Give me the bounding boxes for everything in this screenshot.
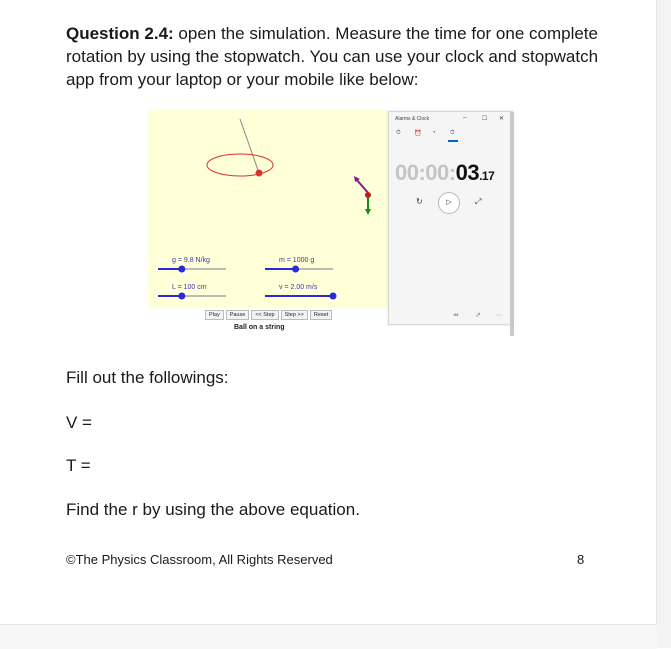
- alarm-tab-icon[interactable]: ⏰: [414, 131, 422, 137]
- page-separator: [0, 624, 657, 649]
- pendulum-string: [240, 119, 259, 173]
- clock-app-title: Alarms & Clock: [395, 116, 430, 122]
- minimize-icon[interactable]: –: [463, 115, 467, 121]
- copyright-footer: ©The Physics Classroom, All Rights Reserved: [66, 552, 333, 567]
- ball: [256, 170, 263, 177]
- play-icon[interactable]: ▷: [438, 192, 460, 214]
- more-icon[interactable]: ···: [495, 312, 502, 319]
- maximize-icon[interactable]: ☐: [482, 116, 488, 122]
- active-tab-indicator: [448, 140, 458, 142]
- timer-tab-icon[interactable]: ⏱: [396, 130, 401, 136]
- L-slider-knob[interactable]: [178, 293, 185, 300]
- share-icon[interactable]: ⇗: [475, 312, 481, 319]
- m-slider-knob[interactable]: [292, 266, 299, 273]
- play-button[interactable]: Play: [205, 310, 224, 320]
- g-label: g = 9.8 N/kg: [172, 257, 210, 264]
- scrollbar[interactable]: [656, 0, 671, 648]
- simulation-image: [148, 109, 388, 308]
- time-centiseconds: .17: [479, 169, 495, 183]
- simulation-caption: Ball on a string: [234, 324, 285, 331]
- page-number: 8: [577, 552, 585, 567]
- stopwatch-tab-icon[interactable]: ⏱: [450, 130, 455, 136]
- t-answer-line: T =: [66, 456, 91, 475]
- fill-out-heading: Fill out the followings:: [66, 368, 229, 387]
- L-label: L = 100 cm: [172, 284, 207, 291]
- clock-tab-icon[interactable]: ◔: [432, 130, 436, 136]
- stopwatch-time: [395, 160, 494, 186]
- m-label: m = 1000 g: [279, 257, 315, 264]
- pause-button[interactable]: Pause: [226, 310, 250, 320]
- time-seconds: 03: [455, 160, 480, 185]
- step-back-button[interactable]: << Step: [251, 310, 278, 320]
- clock-app-window: [388, 111, 513, 325]
- simulation-drawing: [148, 109, 388, 308]
- v-slider-knob[interactable]: [330, 293, 337, 300]
- image-edge-strip: [510, 112, 514, 336]
- orbit-circle: [207, 154, 273, 176]
- v-answer-line: V =: [66, 413, 92, 432]
- step-forward-button[interactable]: Step >>: [281, 310, 308, 320]
- reset-icon[interactable]: ↻: [416, 197, 423, 206]
- g-slider-knob[interactable]: [178, 266, 185, 273]
- question-label: Question 2.4:: [66, 24, 174, 43]
- simulation-controls: [205, 310, 332, 320]
- pin-icon[interactable]: ⇴: [453, 312, 459, 319]
- find-r-instruction: Find the r by using the above equation.: [66, 500, 360, 519]
- question-text: open the simulation. Measure the time for one complete rotation by using the stopwatch. You can use your clock and stopwatch app from your laptop or your mobile like below:: [66, 24, 599, 89]
- reset-button[interactable]: Reset: [310, 310, 332, 320]
- v-label: v = 2.00 m/s: [279, 284, 318, 291]
- force-arrowhead: [365, 209, 371, 215]
- side-ball: [365, 192, 371, 198]
- time-hours-minutes: 00:00:: [395, 160, 456, 185]
- close-icon[interactable]: ✕: [499, 116, 505, 122]
- question-paragraph: [66, 22, 606, 91]
- expand-icon[interactable]: ⤢: [475, 197, 482, 206]
